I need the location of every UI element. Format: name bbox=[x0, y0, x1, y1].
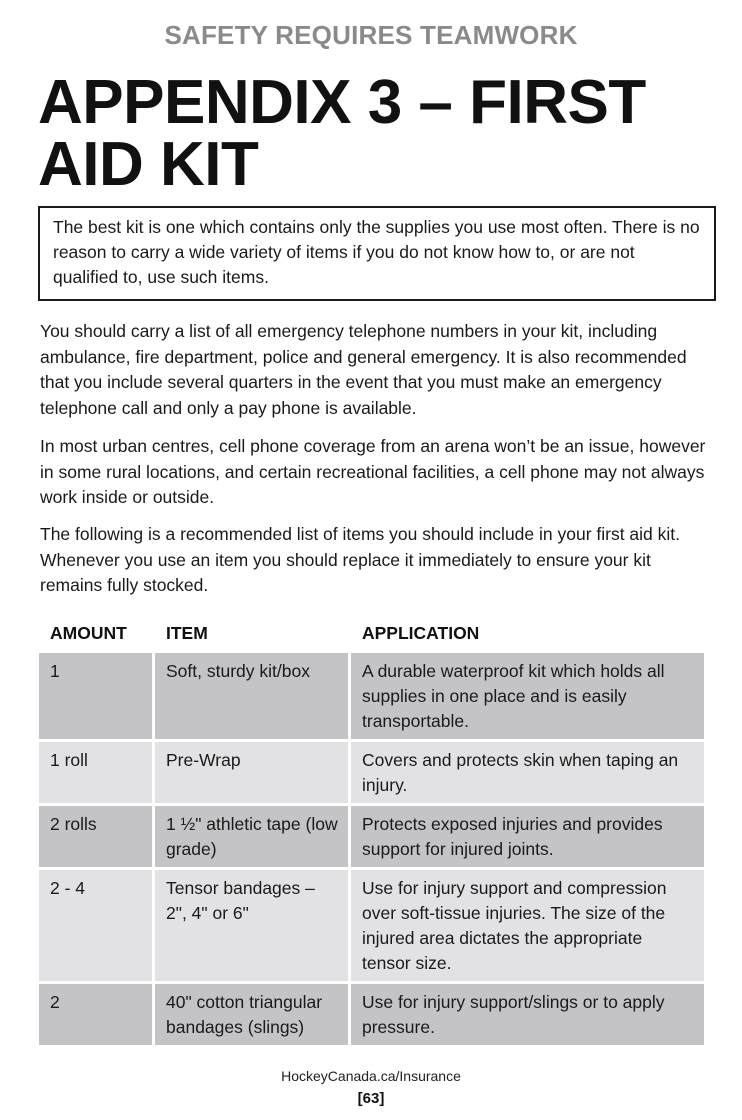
cell-amount: 1 roll bbox=[39, 742, 152, 803]
cell-item: 1 ½" athletic tape (low grade) bbox=[155, 806, 348, 867]
table-header-row bbox=[39, 617, 704, 650]
first-aid-kit-table bbox=[36, 614, 707, 1048]
cell-amount: 2 - 4 bbox=[39, 870, 152, 981]
cell-item: 40" cotton triangular bandages (slings) bbox=[155, 984, 348, 1045]
cell-item: Pre-Wrap bbox=[155, 742, 348, 803]
cell-application: Covers and protects skin when taping an injury. bbox=[351, 742, 704, 803]
cell-amount: 1 bbox=[39, 653, 152, 739]
table-row bbox=[39, 984, 704, 1045]
cell-item: Tensor bandages – 2", 4" or 6" bbox=[155, 870, 348, 981]
paragraph-emergency-numbers: You should carry a list of all emergency telephone numbers in your kit, including ambulance, fire department, police and general emergency. It is also recommended that you include several quarters in the event that you must make an emergency telephone call and only a pay phone is available. bbox=[40, 321, 687, 418]
cell-application: A durable waterproof kit which holds all supplies in one place and is easily transportable. bbox=[351, 653, 704, 739]
page-title-line-2: AID KIT bbox=[38, 130, 259, 199]
callout-box bbox=[38, 206, 716, 301]
section-kicker: SAFETY REQUIRES TEAMWORK bbox=[164, 20, 578, 50]
table-row bbox=[39, 870, 704, 981]
cell-application: Protects exposed injuries and provides support for injured joints. bbox=[351, 806, 704, 867]
paragraph-recommended-list: The following is a recommended list of items you should include in your first aid kit. Whenever you use an item you should replace it immediately to ensure your kit remains fully stocked. bbox=[40, 524, 681, 595]
page-title bbox=[38, 68, 718, 199]
cell-amount: 2 rolls bbox=[39, 806, 152, 867]
footer-url: HockeyCanada.ca/Insurance bbox=[281, 1068, 461, 1084]
cell-item: Soft, sturdy kit/box bbox=[155, 653, 348, 739]
cell-application: Use for injury support and compression over soft-tissue injuries. The size of the injured area dictates the appropriate tensor size. bbox=[351, 870, 704, 981]
page-title-line-1: APPENDIX 3 – FIRST bbox=[38, 68, 646, 137]
cell-amount: 2 bbox=[39, 984, 152, 1045]
page-number: [63] bbox=[357, 1090, 385, 1107]
table-row bbox=[39, 653, 704, 739]
table-row bbox=[39, 742, 704, 803]
header-item: ITEM bbox=[166, 623, 208, 643]
callout-text: The best kit is one which contains only the supplies you use most often. There is no reason to carry a wide variety of items if you do not know how to, or are not qualified to, use such items. bbox=[53, 217, 700, 287]
header-application: APPLICATION bbox=[362, 623, 480, 643]
cell-application: Use for injury support/slings or to apply pressure. bbox=[351, 984, 704, 1045]
header-amount: AMOUNT bbox=[50, 623, 127, 643]
table-row bbox=[39, 806, 704, 867]
paragraph-cell-coverage: In most urban centres, cell phone coverage from an arena won’t be an issue, however in some rural locations, and certain recreational facilities, a cell phone may not always work inside or outside. bbox=[40, 436, 706, 507]
